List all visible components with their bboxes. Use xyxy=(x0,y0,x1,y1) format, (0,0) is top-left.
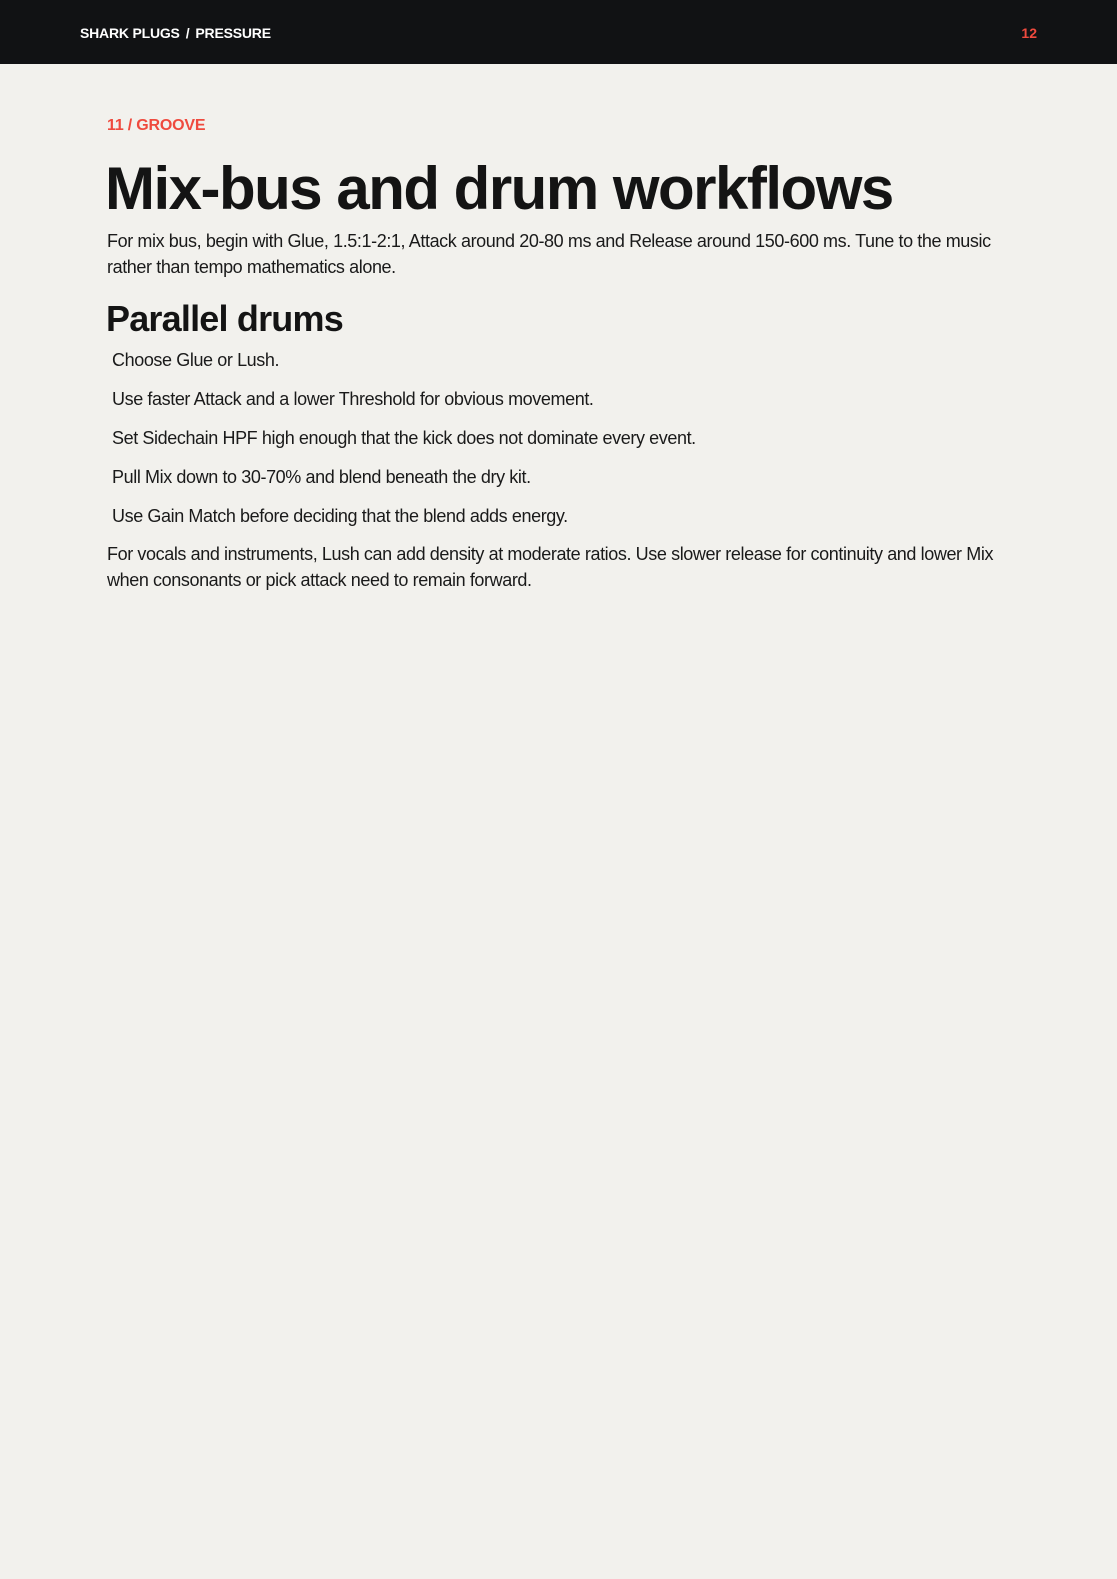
top-bar xyxy=(0,0,1117,64)
list-item: Use Gain Match before deciding that the blend adds energy. xyxy=(112,506,568,526)
main-content xyxy=(107,116,1007,593)
breadcrumb-section[interactable]: PRESSURE xyxy=(195,25,271,41)
section-eyebrow: 11 / GROOVE xyxy=(107,117,206,134)
list-item: Choose Glue or Lush. xyxy=(112,350,280,370)
outro-paragraph: For vocals and instruments, Lush can add density at moderate ratios. Use slower release for continuity and lower Mix when consonants or pick attack need to remain forward. xyxy=(107,544,994,590)
breadcrumb-separator: / xyxy=(185,25,190,41)
list-item: Use faster Attack and a lower Threshold for obvious movement. xyxy=(112,389,594,409)
page-title: Mix-bus and drum workflows xyxy=(105,155,893,222)
intro-paragraph: For mix bus, begin with Glue, 1.5:1-2:1, Attack around 20-80 ms and Release around 150-600 ms. Tune to the music rather than tempo mathematics alone. xyxy=(107,231,991,277)
subheading: Parallel drums xyxy=(106,298,343,339)
steps-list xyxy=(107,348,1007,528)
list-item: Pull Mix down to 30-70% and blend beneath the dry kit. xyxy=(112,467,531,487)
breadcrumb xyxy=(80,24,271,42)
page-number: 12 xyxy=(1021,25,1037,41)
list-item: Set Sidechain HPF high enough that the kick does not dominate every event. xyxy=(112,428,696,448)
breadcrumb-product[interactable]: SHARK PLUGS xyxy=(80,25,180,41)
